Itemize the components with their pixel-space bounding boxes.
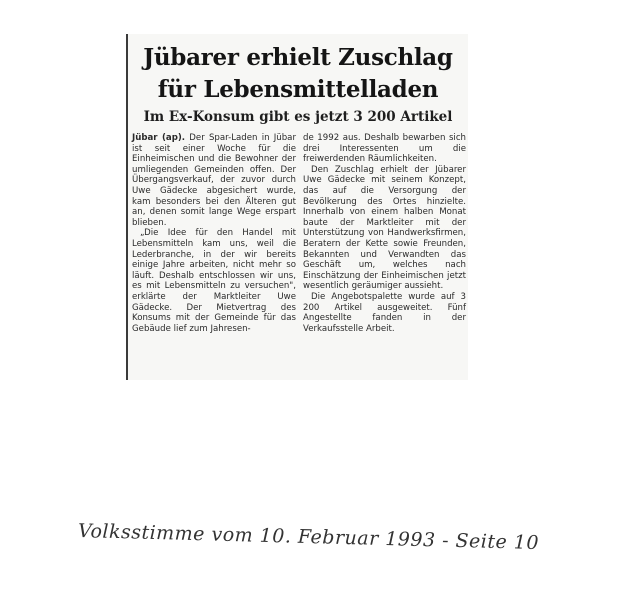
newspaper-clipping [126,34,468,380]
article-paragraph: Die Angebotspalette wurde auf 3 200 Artikel ausgeweitet. Fünf Angestellte fanden in der Verkaufsstelle Arbeit. [303,291,466,334]
article-paragraph: Den Zuschlag erhielt der Jübarer Uwe Gädecke mit seinem Konzept, das auf die Versorgung der Bevölkerung des Ortes hinzielte. Innerhalb von einem halben Monat baute der Marktleiter mit der Unterstützung von Handwerksfirmen, Beratern der Kette sowie Freunden, Bekannten und Verwandten das Geschäft um, welches nach Einschätzung der Einheimischen jetzt wesentlich geräumiger aussieht. [303,164,466,292]
article-column-right [303,133,466,334]
handwritten-source-note: Volksstimme vom 10. Februar 1993 - Seite 10 [77,520,540,555]
dateline: Jübar (ap). [132,133,186,143]
article-paragraph [132,133,296,228]
article-column-left [132,133,296,334]
article-paragraph: de 1992 aus. Deshalb bewarben sich drei Interessenten um die freiwerdenden Räumlichkeiten. [303,133,466,165]
headline-line-2: für Lebensmittelladen [157,76,439,103]
subheadline: Im Ex-Konsum gibt es jetzt 3 200 Artikel [143,109,453,125]
headline-line-1: Jübarer erhielt Zuschlag [143,44,453,71]
paragraph-text: Der Spar-Laden in Jübar ist seit einer Woche für die Einheimischen und die Bewohner der umliegenden Gemeinden offen. Der Übergangsverkauf, der zuvor durch Uwe Gädecke abgesichert wurde, kam besonders bei den Älteren gut an, denen somit lange Wege erspart blieben. [132,133,296,228]
article-paragraph: „Die Idee für den Handel mit Lebensmitteln kam uns, weil die Lederbranche, in der wir bereits einige Jahre arbeiten, nicht mehr so läuft. Deshalb entschlossen wir uns, es mit Lebensmitteln zu versuchen", erklärte der Marktleiter Uwe Gädecke. Der Mietvertrag des Konsums mit der Gemeinde für das Gebäude lief zum Jahresen- [132,228,296,334]
